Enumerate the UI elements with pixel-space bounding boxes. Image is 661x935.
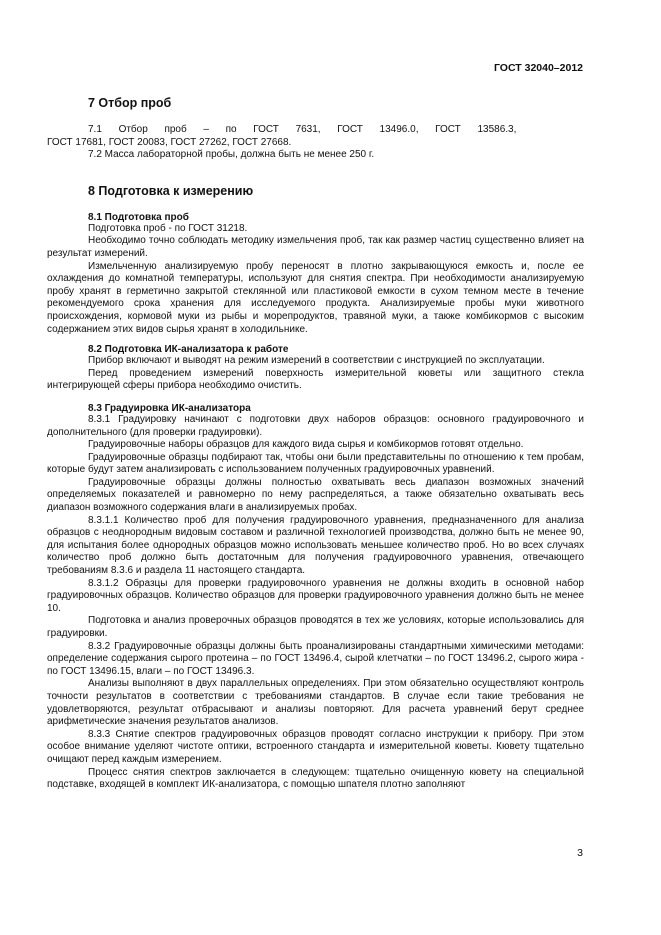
section-8-3-p11: Процесс снятия спектров заключается в следующем: тщательно очищенную кювету на специальной подставке, входящей в комплект ИК-анализатора, с помощью шпателя плотно заполняют: [47, 766, 584, 791]
standard-code-header: ГОСТ 32040–2012: [493, 62, 583, 74]
section-7-1-line2: ГОСТ 17681, ГОСТ 20083, ГОСТ 27262, ГОСТ 27668.: [47, 136, 292, 148]
section-8-3-p2: Градуировочные наборы образцов для каждого вида сырья и комбикормов готовят отдельно.: [88, 439, 524, 451]
section-8-3-p8: 8.3.2 Градуировочные образцы должны быть проанализированы стандартными химическими методами: определение содержания сырого протеина – по ГОСТ 13496.4, сырой клетчатки – по ГОСТ 13496.2, сырого жира - по ГОСТ 13496.15, влаги – по ГОСТ 13496.3.: [47, 640, 584, 677]
section-8-3-p3: Градуировочные образцы подбирают так, чтобы они были представительны по отношению к тем пробам, которые будут затем анализировать с использованием полученных градуировочных уравнений.: [47, 451, 584, 476]
section-8-3-p9: Анализы выполняют в двух параллельных определениях. При этом обязательно осуществляют контроль точности результатов в соответствии с требованиями стандартов. В случае если такие требования не удовлетворяются, результат отбрасывают и анализы повторяют. Для расчета уравнений берут среднее арифметические значения результатов анализов.: [47, 678, 584, 728]
section-8-3-p6: 8.3.1.2 Образцы для проверки градуировочного уравнения не должны входить в основной набор градуировочных образцов. Количество образцов для проверки градуировочного уравнения должно быть не менее 10.: [47, 577, 584, 614]
section-8-3-p5: 8.3.1.1 Количество проб для получения градуировочного уравнения, предназначенного для анализа образцов с неоднородным видовым составом и различной технологией производства, должно быть не менее 90, для испытания более однородных образцов можно использовать меньшее количество проб. Но во всех случаях количество проб должно быть достаточным для получения градуировочного уравнения, отвечающего требованиям 8.3.6 и раздела 11 настоящего стандарта.: [47, 514, 584, 577]
section-8-3-p1: 8.3.1 Градуировку начинают с подготовки двух наборов образцов: основного градуировочного и дополнительного (для проверки градуировки).: [47, 413, 584, 438]
section-8-2-title: 8.2 Подготовка ИК-анализатора к работе: [88, 344, 289, 356]
section-7-title: 7 Отбор проб: [88, 96, 172, 110]
section-8-1-p3: Измельченную анализируемую пробу переносят в плотно закрывающуюся емкость и, после ее охлаждения до комнатной температуры, используют для снятия спектра. При необходимости анализируемую пробу хранят в герметично закрытой стеклянной или пластиковой емкости в сухом темном месте в течение рекомендуемого срока хранения для исследуемого продукта. Анализируемые пробы муки животного происхождения, кормовой муки из рыбы и морепродуктов, травяной муки, а также комбикормов с высоким содержанием этих видов сырья хранят в холодильнике.: [47, 260, 584, 335]
page-content: [47, 96, 584, 792]
section-8-1-p2: Необходимо точно соблюдать методику измельчения проб, так как размер частиц существенно влияет на результат измерений.: [47, 235, 584, 259]
section-8-2-p2: Перед проведением измерений поверхность измерительной кюветы или защитного стекла интегрирующей сферы прибора необходимо очистить.: [47, 367, 584, 392]
section-8-1-title: 8.1 Подготовка проб: [88, 211, 189, 223]
section-8-3-p4: Градуировочные образцы должны полностью охватывать весь диапазон возможных значений определяемых показателей и равномерно по нему распределяться, а также обязательно охватывать весь диапазон возможного содержания влаги в анализируемых пробах.: [47, 476, 584, 514]
section-7-1-line1: 7.1 Отбор проб – по ГОСТ 7631, ГОСТ 13496.0, ГОСТ 13586.3,: [88, 124, 517, 135]
section-8-3-p7: Подготовка и анализ проверочных образцов проводятся в тех же условиях, которые использовались для градуировки.: [47, 615, 584, 639]
section-8-2-p1: Прибор включают и выводят на режим измерений в соответствии с инструкцией по эксплуатации.: [88, 355, 545, 367]
section-8-3-p10: 8.3.3 Снятие спектров градуировочных образцов проводят согласно инструкции к прибору. При этом особое внимание уделяют чистоте оптики, встроенного стандарта и измерительной кюветы. Кювету тщательно очищают перед каждым измерением.: [47, 728, 584, 765]
section-8-1-p1: Подготовка проб - по ГОСТ 31218.: [88, 222, 248, 234]
section-7-2: 7.2 Масса лабораторной пробы, должна быть не менее 250 г.: [88, 149, 375, 161]
section-8-3-title: 8.3 Градуировка ИК-анализатора: [88, 402, 251, 414]
page-number: 3: [577, 847, 583, 859]
section-8-title: 8 Подготовка к измерению: [88, 183, 254, 198]
